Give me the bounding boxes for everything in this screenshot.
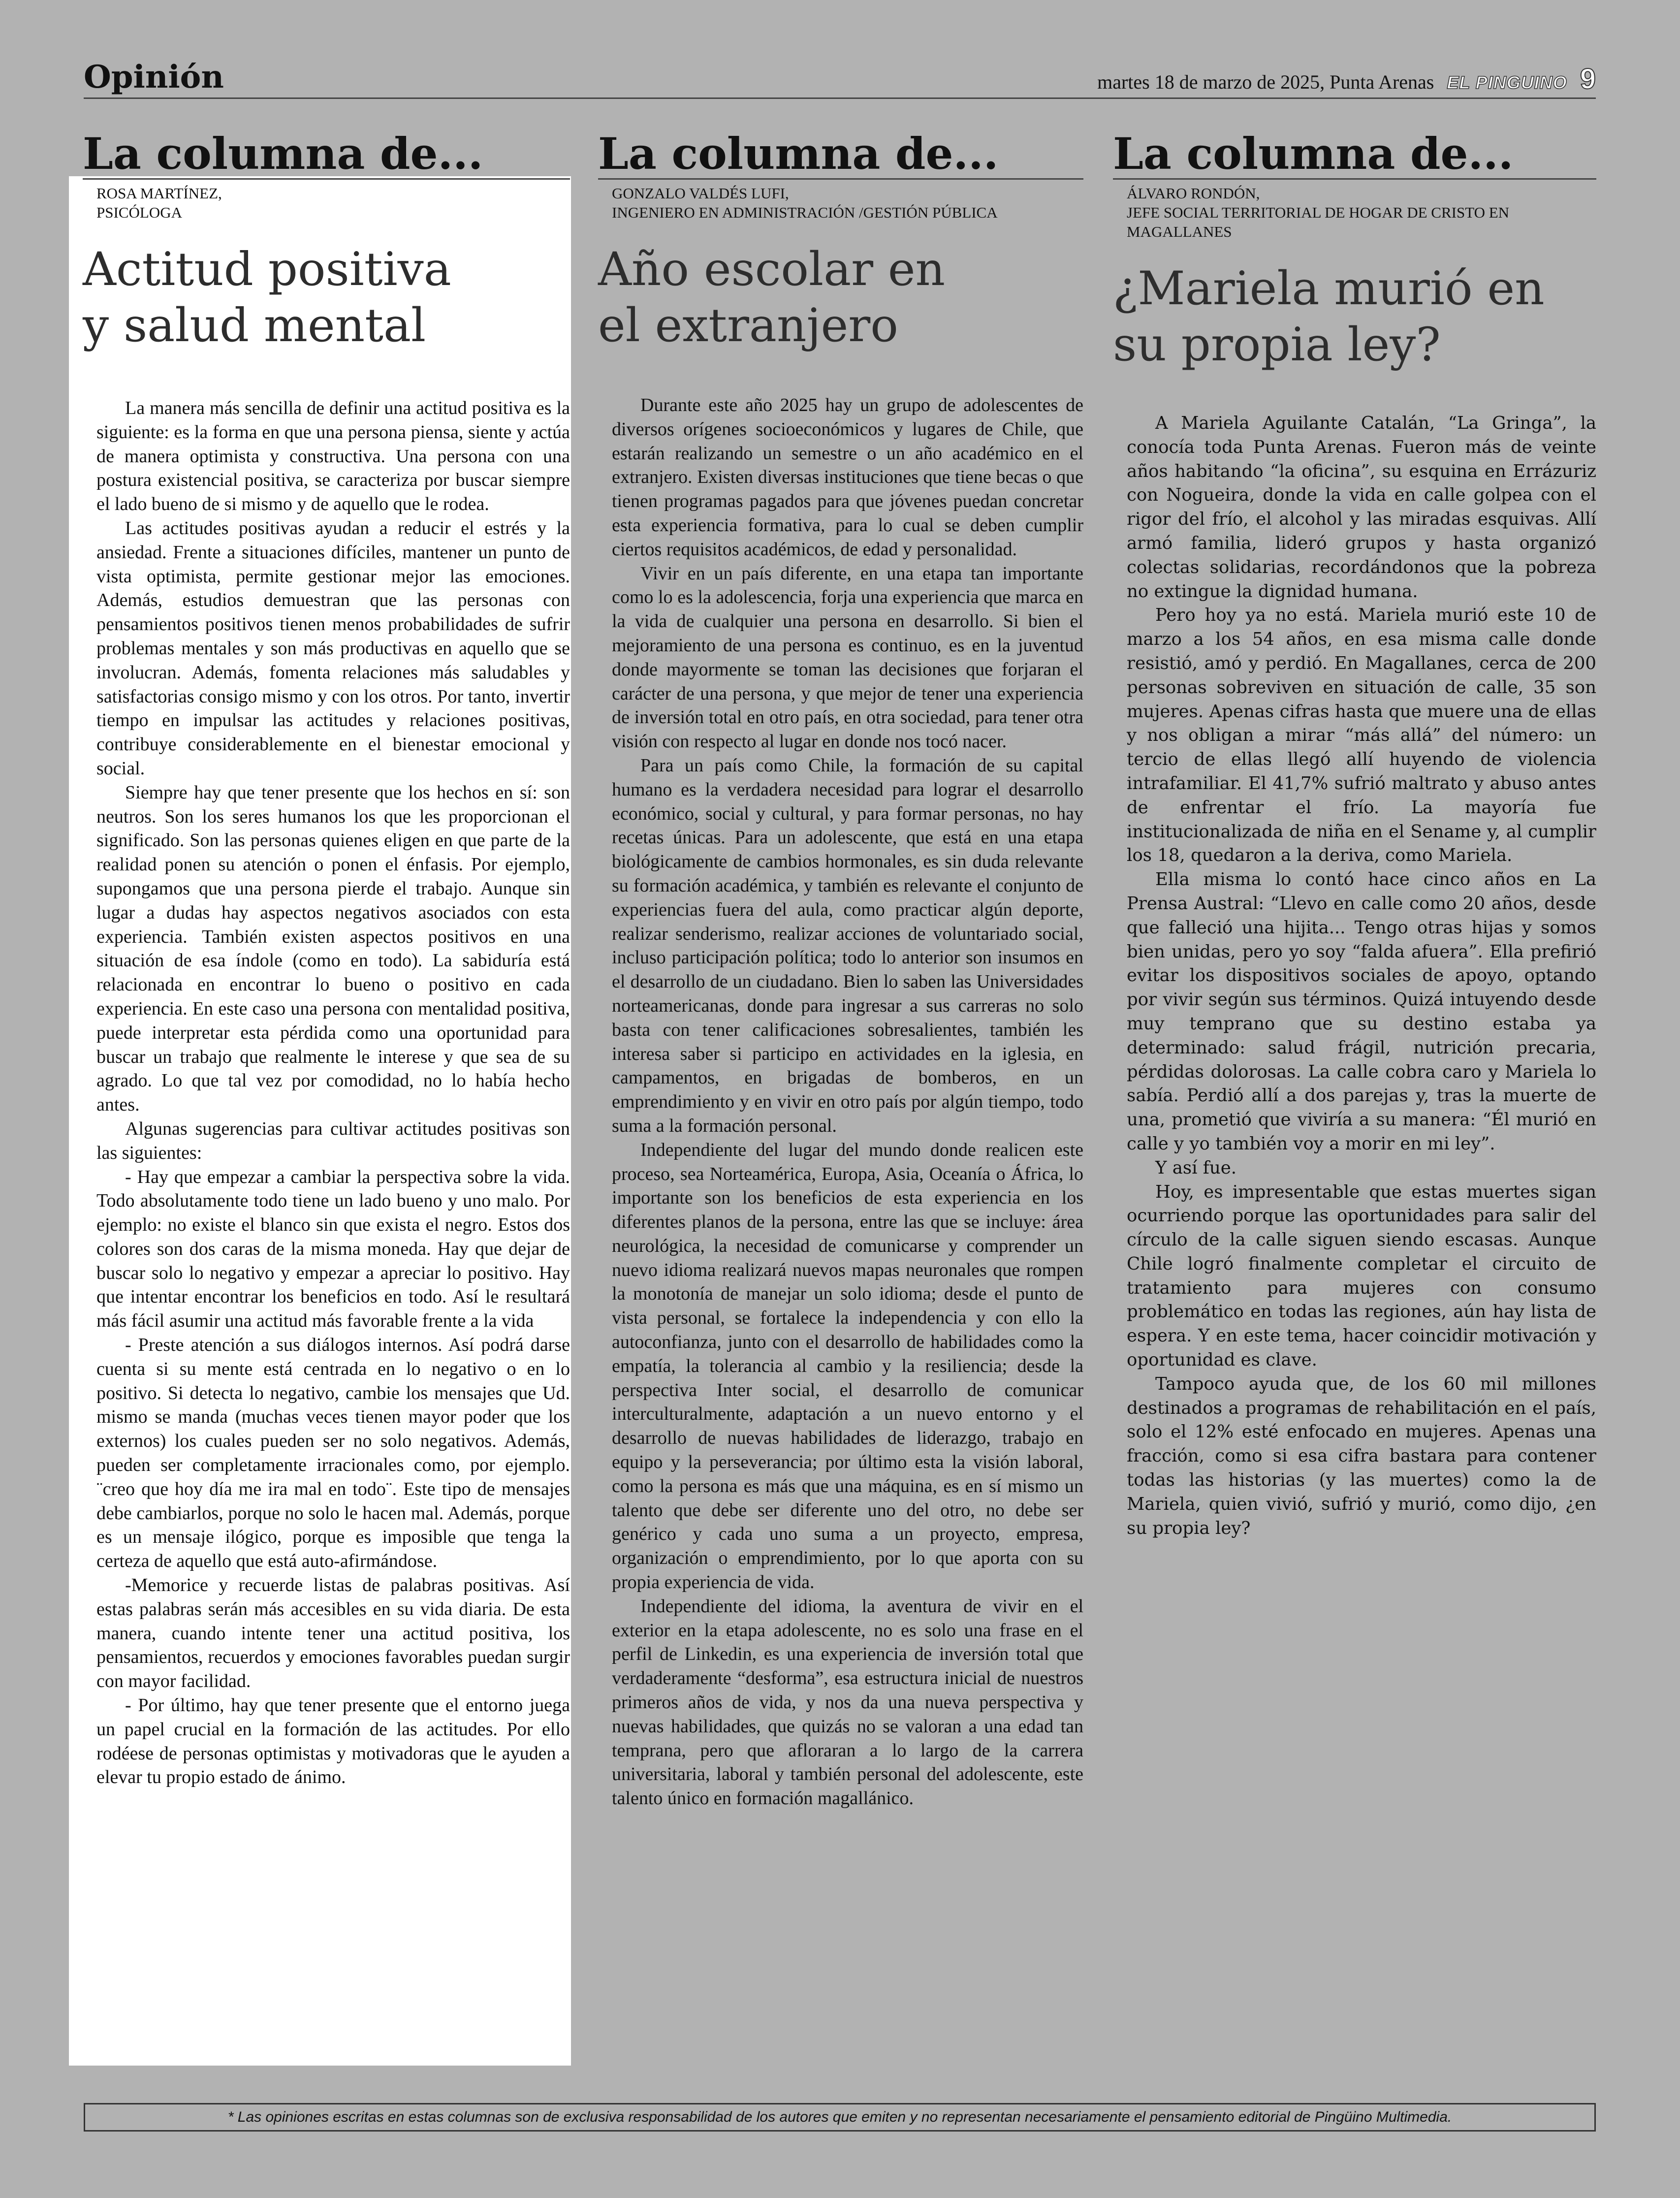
opinion-column-1 xyxy=(83,129,570,1789)
column-headline: Actitud positiva y salud mental xyxy=(83,243,451,352)
paragraph: Para un país como Chile, la formación de su capital humano es la verdadera necesidad para lograr el desarrollo económico, social y cultural, y para formar personas, no hay recetas únicas. Para un adolescente, que está en una etapa biológicamente de cambios hormonales, es sin duda relevante su formación académica, y también es relevante el conjunto de experiencias fuera del aula, como practicar algún deporte, realizar senderismo, realizar acciones de voluntariado social, incluso participación política; todo lo anterior son insumos en el desarrollo de un ciudadano. Bien lo saben las Universidades norteamericanas, donde para ingresar a sus carreras no solo basta con tener calificaciones sobresalientes, también les interesa saber si participo en actividades en la iglesia, en campamentos, en brigadas de bomberos, en un emprendimiento y en vivir en otro país por algún tiempo, todo suma a la formación personal. xyxy=(612,755,1083,1136)
header-right xyxy=(1097,63,1596,96)
paragraph: Independiente del idioma, la aventura de vivir en el exterior en la etapa adolescente, no es solo una frase en el perfil de Linkedin, es una experiencia de inversión total que verdaderamente “desforma”, esa estructura inicial de nuestros primeros años de vida, y nos da una nueva perspectiva y nuevas habilidades, que quizás no se valoran a una edad tan temprana, pero que afloraran a lo largo de la carrera universitaria, laboral y también personal del adolescente, este talento único en formación magallánico. xyxy=(612,1595,1083,1809)
paragraph: - Hay que empezar a cambiar la perspectiva sobre la vida. Todo absolutamente todo tiene un lado bueno y uno malo. Por ejemplo: no existe el blanco sin que exista el negro. Estos dos colores son dos caras de la misma moneda. Hay que dejar de buscar solo lo negativo y empezar a apreciar lo positivo. Hay que intentar encontrar los beneficios en todo. Así le resultará más fácil asumir una actitud más favorable frente a la vida xyxy=(96,1166,570,1332)
paragraph: Pero hoy ya no está. Mariela murió este 10 de marzo a los 54 años, en esa misma calle donde resistió, amó y perdió. En Magallanes, cerca de 200 personas sobreviven en situación de calle, 35 son mujeres. Apenas cifras hasta que muere una de ellas y nos obligan a mirar “más allá” del número: un tercio de ellas llegó allí huyendo de violencia intrafamiliar. El 41,7% sufrió maltrato y abuso antes de enfrentar el frío. La mayoría fue institucionalizada de niña en el Sename y, al cumplir los 18, quedaron a la deriva, como Mariela. xyxy=(1127,605,1596,866)
column-headline: ¿Mariela murió en su propia ley? xyxy=(1113,262,1545,372)
author-name: ROSA MARTÍNEZ, xyxy=(96,185,222,202)
date-line: martes 18 de marzo de 2025, Punta Arenas xyxy=(1097,71,1434,93)
paragraph: - Por último, hay que tener presente que el entorno juega un papel crucial en la formación de las actitudes. Por ello rodéese de personas optimistas y motivadoras que le ayuden a elevar tu propio estado de ánimo. xyxy=(96,1695,570,1788)
disclaimer-box xyxy=(84,2103,1596,2132)
newspaper-logo: EL PINGUINO xyxy=(1447,72,1567,93)
column-kicker: La columna de... xyxy=(83,128,483,179)
author-byline xyxy=(1127,184,1596,241)
author-byline xyxy=(612,184,1083,222)
paragraph: Hoy, es impresentable que estas muertes sigan ocurriendo porque las oportunidades para salir del círculo de la calle siguen siendo escasas. Aunque Chile logró finalmente completar el circuito de tratamiento para mujeres con consumo problemático en todas las regiones, aún hay lista de espera. Y en este tema, hacer coincidir motivación y oportunidad es clave. xyxy=(1127,1181,1596,1370)
column-kicker: La columna de... xyxy=(598,128,999,179)
paragraph: Independiente del lugar del mundo donde realicen este proceso, sea Norteamérica, Europa, Asia, Oceanía o África, lo importante son los beneficios de esta experiencia en los diferentes planos de la persona, entre las que se incluye: área neurológica, la necesidad de comunicarse y comprender un nuevo idioma realizará nuevos mapas neuronales que rompen la monotonía de manejar un solo idioma; desde el punto de vista personal, se fortalece la independencia y con ello la autoconfianza, junto con el desarrollo de habilidades como la empatía, la tolerancia al cambio y la resiliencia; desde la perspectiva Inter social, el desarrollo de comunicar interculturalmente, adaptación a un nuevo entorno y el desarrollo de nuevas habilidades de liderazgo, trabajo en equipo y la perseverancia; por último esta la visión laboral, como la persona es más que una máquina, es en sí mismo un talento que debe ser diferente uno del otro, no debe ser genérico y cada uno suma a un proyecto, empresa, organización o emprendimiento, por lo que aporta con su propia experiencia de vida. xyxy=(612,1139,1083,1593)
paragraph: Algunas sugerencias para cultivar actitudes positivas son las siguientes: xyxy=(96,1118,570,1163)
disclaimer-text: * Las opiniones escritas en estas columnas son de exclusiva responsabilidad de los autores que emiten y no representan necesariamente el pensamiento editorial de Pingüino Multimedia. xyxy=(227,2109,1452,2125)
paragraph: La manera más sencilla de definir una actitud positiva es la siguiente: es la forma en que una persona piensa, siente y actúa de manera optimista y constructiva. Una persona con una postura existencial positiva, se caracteriza por buscar siempre el lado bueno de si mismo y de aquello que le rodea. xyxy=(96,398,570,515)
paragraph: - Preste atención a sus diálogos internos. Así podrá darse cuenta si su mente está centrada en lo negativo o en lo positivo. Si detecta lo negativo, cambie los mensajes que Ud. mismo se manda (muchas veces tienen mayor poder que los externos) los cuales pueden ser no solo negativos. Además, pueden ser completamente irracionales como, por ejemplo. ¨creo que hoy día me ira mal en todo¨. Este tipo de mensajes debe cambiarlos, porque no solo le hacen mal. Además, porque es un mensaje ilógico, porque es imposible que tenga la certeza de aquello que está auto-afirmándose. xyxy=(96,1335,570,1572)
author-byline xyxy=(96,184,570,222)
page-header xyxy=(84,60,1596,99)
paragraph: Vivir en un país diferente, en una etapa tan importante como lo es la adolescencia, forja una experiencia que marca en la vida de cualquier una persona en desarrollo. Si bien el mejoramiento de una persona es continuo, es en la juventud donde mayormente se toman las decisiones que forjaran el carácter de una persona, y que mejor de tener una experiencia de inversión total en otro país, en otra sociedad, para tener otra visión con respecto al lugar en donde nos tocó nacer. xyxy=(612,563,1083,752)
column-kicker: La columna de... xyxy=(1113,128,1514,179)
paragraph: A Mariela Aguilante Catalán, “La Gringa”, la conocía toda Punta Arenas. Fueron más de veinte años habitando “la oficina”, su esquina en Errázuriz con Nogueira, donde la vida en calle golpea con el rigor del frío, el alcohol y las miradas esquivas. Allí armó familia, lideró grupos y hasta organizó colectas solidarias, recordándonos que la pobreza no extingue la dignidad humana. xyxy=(1127,413,1596,602)
column-headline: Año escolar en el extranjero xyxy=(598,243,946,352)
column-body xyxy=(1127,412,1596,1540)
author-name: ÁLVARO RONDÓN, xyxy=(1127,185,1260,202)
paragraph: Las actitudes positivas ayudan a reducir el estrés y la ansiedad. Frente a situaciones difíciles, mantener un punto de vista optimista, permite gestionar mejor las emociones. Además, estudios demuestran que las personas con pensamientos positivos tienen menos probabilidades de sufrir problemas mentales y son más productivas en aquello que se involucran. Además, fomenta relaciones más saludables y satisfactorias consigo mismo y con los otros. Por tanto, invertir tiempo en impulsar las actitudes y relaciones positivas, contribuye considerablemente en el bienestar emocional y social. xyxy=(96,517,570,779)
column-body xyxy=(96,396,570,1789)
author-role: INGENIERO EN ADMINISTRACIÓN /GESTIÓN PÚBLICA xyxy=(612,204,998,221)
column-body xyxy=(612,393,1083,1811)
paragraph: Durante este año 2025 hay un grupo de adolescentes de diversos orígenes socioeconómicos y lugares de Chile, que estarán realizando un semestre o un año académico en el extranjero. Existen diversas instituciones que tiene becas o que tienen programas pagados para que jóvenes puedan concretar esta experiencia formativa, para lo cual se deben cumplir ciertos requisitos académicos, de edad y personalidad. xyxy=(612,395,1083,560)
paragraph: Tampoco ayuda que, de los 60 mil millones destinados a programas de rehabilitación en el país, solo el 12% esté enfocado en mujeres. Apenas una fracción, como si esa cifra bastara para contener todas las historias (y las muertes) como la de Mariela, quien vivió, sufrió y murió, como dijo, ¿en su propia ley? xyxy=(1127,1373,1596,1538)
paragraph: Siempre hay que tener presente que los hechos en sí: son neutros. Son los seres humanos los que les proporcionan el significado. Son las personas quienes eligen en que parte de la realidad ponen su atención o ponen el énfasis. Por ejemplo, supongamos que una persona pierde el trabajo. Aunque sin lugar a dudas hay aspectos negativos asociados con esta experiencia. También existen aspectos positivos en una situación de esa índole (como en todo). La sabiduría está relacionada en encontrar lo bueno o positivo en cada experiencia. En este caso una persona con mentalidad positiva, puede interpretar esta pérdida como una oportunidad para buscar un trabajo que realmente le interese y que sea de su agrado. Lo que tal vez por comodidad, no lo había hecho antes. xyxy=(96,782,570,1115)
page-number: 9 xyxy=(1580,63,1596,95)
author-role: JEFE SOCIAL TERRITORIAL DE HOGAR DE CRISTO EN MAGALLANES xyxy=(1127,204,1510,240)
opinion-column-3 xyxy=(1113,129,1596,1540)
section-name: Opinión xyxy=(84,59,224,96)
author-role: PSICÓLOGA xyxy=(96,204,182,221)
author-name: GONZALO VALDÉS LUFI, xyxy=(612,185,789,202)
paragraph: Y así fue. xyxy=(1155,1157,1237,1178)
opinion-column-2 xyxy=(598,129,1083,1811)
paragraph: -Memorice y recuerde listas de palabras positivas. Así estas palabras serán más accesibles en su vida diaria. De esta manera, cuando intente tener una actitud positiva, los pensamientos, recuerdos y emociones favorables puedan surgir con mayor facilidad. xyxy=(96,1575,570,1692)
paragraph: Ella misma lo contó hace cinco años en La Prensa Austral: “Llevo en calle como 20 años, desde que falleció una hijita... Tengo otras hijas y somos bien unidas, pero yo soy “falda afuera”. Ella prefirió evitar los dispositivos sociales de apoyo, optando por vivir según sus términos. Quizá intuyendo desde muy temprano que su destino estaba ya determinado: salud frágil, nutrición precaria, pérdidas dolorosas. La calle cobra caro y Mariela lo sabía. Perdió allí a dos parejas y, tras la muerte de una, prometió que viviría a su manera: “Él murió en calle y yo también voy a morir en mi ley”. xyxy=(1127,869,1596,1154)
